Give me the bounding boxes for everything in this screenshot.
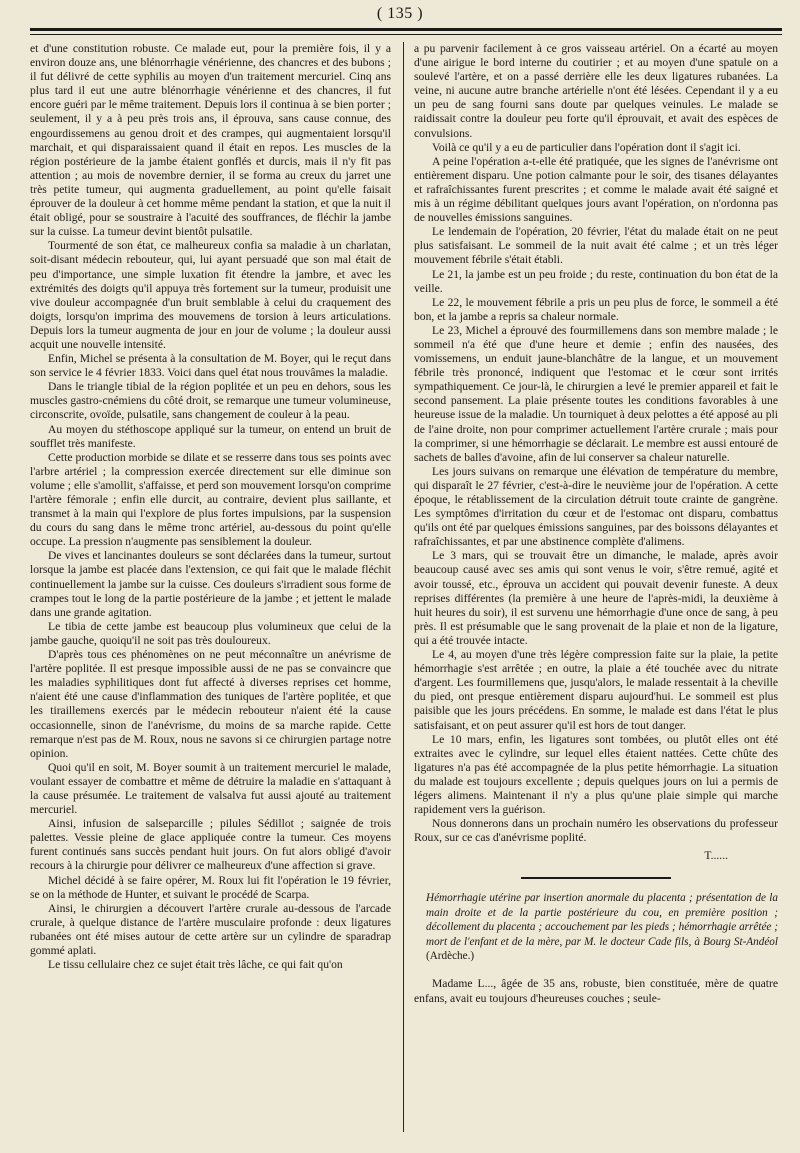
paragraph: Michel décidé à se faire opérer, M. Roux lui fit l'opération le 19 février, se on la méthode de Hunter, et suivant le procédé de Scarpa.	[30, 873, 391, 901]
paragraph: Enfin, Michel se présenta à la consultation de M. Boyer, qui le reçut dans son service le 4 février 1833. Voici dans quel état nous trouvâmes la maladie.	[30, 352, 391, 380]
article-title-place: (Ardèche.)	[426, 950, 475, 963]
header-rule	[30, 28, 782, 31]
paragraph: a pu parvenir facilement à ce gros vaisseau artériel. On a écarté au moyen d'une airigue le bord interne du coutirier ; et au moyen d'une spatule on a soulevé l'artère, et on a passé derrière elle les deux ligatures rubanées. La veine, ni aucune autre branche artérielle n'ont été lésées. Cependant il y a eu un peu de sang fourni sans doute par quelques veinules. Le malade se raidissait contre la douleur peu forte qu'il éprouvait, et avait des espèces de convulsions.	[414, 42, 778, 140]
paragraph: Ainsi, le chirurgien a découvert l'artère crurale au-dessous de l'arcade crurale, à quelque distance de l'artère musculaire profonde : deux ligatures rubanées ont été mises autour de cette artère sur un cylindre de sparadrap gommé aplati.	[30, 901, 391, 957]
paragraph: Les jours suivans on remarque une élévation de température du membre, qui disparaît le 27 février, c'est-à-dire le neuvième jour de l'opération. A cette époque, le rétablissement de la circulation détruit toute crainte de gangrène. Les symptômes d'irritation du cœur et de l'estomac ont disparu, combattus qu'ils ont été par quelques émissions sanguines, par des boissons délayantes et rafraîchissantes, et par une abstinence complète d'alimens.	[414, 464, 778, 549]
article-title	[414, 891, 778, 963]
paragraph: Le 4, au moyen d'une très légère compression faite sur la plaie, la petite hémorrhagie s'est arrêtée ; en outre, la plaie a été touchée avec du nitrate d'argent. Les fourmillemens que, jusqu'alors, le malade ressentait à la cheville du pied, ont presque entièrement disparu aujourd'hui. Le sommeil est plus paisible que les jours précédens. En somme, le malade est dans l'état le plus satisfaisant, et on peut assurer qu'il est hors de tout danger.	[414, 648, 778, 732]
author-signature: T......	[704, 849, 728, 863]
page-number: ( 135 )	[376, 5, 424, 22]
paragraph: Le 23, Michel a éprouvé des fourmillemens dans son membre malade ; le sommeil n'a été que d'une heure et demie ; enfin des nausées, des vomissemens, un enduit jaune-blanchâtre de la langue, et un mouvement fébrile très prononcé, indiquent que l'estomac et le cœur sont irrités sympathiquement. Ce jour-là, le chirurgien a levé le premier appareil et fait le second pansement. La plaie présente toutes les conditions favorables à une heureuse issue de la maladie. Un tourniquet à deux pelottes a été apposé au pli de l'aine droite, non pour comprimer actuellement l'artère crurale ; mais pour la comprimer, si une hémorrhagie se déclarait. Le membre est aussi entouré de sachets de balles d'avoine, afin de lui conserver sa chaleur naturelle.	[414, 323, 778, 464]
paragraph: Dans le triangle tibial de la région poplitée et un peu en dehors, sous les muscles gastro-cnémiens du côté droit, se remarque une tumeur volumineuse, circonscrite, ovoïde, pulsatile, sans changement de couleur à la peau.	[30, 380, 391, 422]
paragraph: Quoi qu'il en soit, M. Boyer soumit à un traitement mercuriel le malade, voulant essayer de combattre et même de détruire la maladie en s'attaquant à la cause présumée. Le traitement de valsalva fut aussi ajouté au traitement mercuriel.	[30, 760, 391, 817]
paragraph: Madame L..., âgée de 35 ans, robuste, bien constituée, mère de quatre enfans, avait eu toujours d'heureuses couches ; seule-	[414, 977, 778, 1005]
paragraph: Le 3 mars, qui se trouvait être un dimanche, le malade, après avoir beaucoup causé avec ses amis qui sont venus le voir, s'être remué, agité et avoir toussé, etc., éprouva un accident qui pouvait devenir funeste. A deux reprises différentes (la première à une heure de l'après-midi, la deuxième à huit heures du soir), il est survenu une hémorrhagie d'une once de sang, à peu près. Il est présumable que le sang provenait de la plaie et non de la ligature, qui a été trouvée intacte.	[414, 549, 778, 647]
paragraph: Le 22, le mouvement fébrile a pris un peu plus de force, le sommeil a été bon, et la jambe a repris sa chaleur normale.	[414, 295, 778, 323]
section-divider	[521, 877, 671, 879]
paragraph: Le lendemain de l'opération, 20 février, l'état du malade était on ne peut plus satisfaisant. Le sommeil de la nuit avait été calme ; et un très léger mouvement fébrile s'était établi.	[414, 225, 778, 267]
paragraph: Le tissu cellulaire chez ce sujet était très lâche, ce qui fait qu'on	[48, 958, 343, 972]
paragraph: Ainsi, infusion de salseparcille ; pilules Sédillot ; saignée de trois palettes. Vessie pleine de glace appliquée contre la tumeur. Ces moyens furent continués sans succès pendant huit jours. On fut alors obligé d'avoir recours à la chirurgie pour délivrer ce malheureux d'une affection si grave.	[30, 817, 391, 873]
column-divider	[403, 42, 404, 1132]
paragraph: Le tibia de cette jambe est beaucoup plus volumineux que celui de la jambe gauche, quoiqu'il ne soit pas très douloureux.	[30, 619, 391, 647]
paragraph: Voilà ce qu'il y a eu de particulier dans l'opération dont il s'agit ici.	[432, 140, 741, 154]
paragraph: A peine l'opération a-t-elle été pratiquée, que les signes de l'anévrisme ont entièrement disparu. Une potion calmante pour le soir, des tisanes délayantes et rafraîchissantes furent prescrites ; et comme le malade avait été saigné et mis à un régime débilitant quelques jours avant l'opération, on n'ordonna pas de nouvelles émissions sanguines.	[414, 154, 778, 225]
paragraph: Nous donnerons dans un prochain numéro les observations du professeur Roux, sur ce cas d'anévrisme poplité.	[414, 817, 778, 845]
paragraph: Cette production morbide se dilate et se resserre dans tous ses points avec l'arbre artériel ; la compression exercée directement sur elle diminue son volume ; elle s'amollit, s'affaisse, et perd son mouvement lorsqu'on comprime l'artère fémorale ; enfin elle durcit, au contraire, devient plus saillante, et transmet à la main qui l'explore de plus fortes impulsions, par la suspension du cours du sang dans le même tronc artériel, au-dessous du point qu'elle occupe. La pression n'augmente pas sensiblement la douleur.	[30, 450, 391, 549]
paragraph: De vives et lancinantes douleurs se sont déclarées dans la tumeur, surtout lorsque la jambe est placée dans l'extension, ce qui fait que le malade fléchit continuellement la jambe sur la cuisse. Ces douleurs s'irradient sous forme de crampes tout le long de la partie postérieure de la jambe ; et jettent le malade dans une grande agitation.	[30, 549, 391, 619]
paragraph: Au moyen du stéthoscope appliqué sur la tumeur, on entend un bruit de soufflet très manifeste.	[30, 422, 391, 450]
paragraph: et d'une constitution robuste. Ce malade eut, pour la première fois, il y a environ douze ans, une blénorrhagie vénérienne, des chancres et des bubons ; il fut délivré de cette syphilis au moyen d'un traitement mercuriel. Cinq ans plus tard il eut une autre blénorrhagie vénérienne et des chancres, il fut encore guéri par le même traitement. Depuis lors il continua à se bien porter ; seulement, il y a à peu près trois ans, il éprouva, sans cause connue, des engourdissemens au genou droit et des crampes, qui augmentaient lorsqu'il marchait, et qui disparaissaient quand il était en repos. Les muscles de la région postérieure de la jambe étaient gonflés et durcis, mais il n'y fit pas attention ; au mois de novembre dernier, il se forma au creux du jarret une très petite tumeur, qui augmenta graduellement, au point qu'elle faisait éprouver de la douleur à cet homme même pendant la station, et que la nuit il était obligé, pour se soustraire à l'acuité des souffrances, de fléchir la jambe sur la cuisse. La tumeur devint bientôt pulsatile.	[30, 42, 391, 239]
right-column	[414, 42, 778, 1142]
paragraph: Le 21, la jambe est un peu froide ; du reste, continuation du bon état de la veille.	[414, 267, 778, 295]
paragraph: Le 10 mars, enfin, les ligatures sont tombées, ou plutôt elles ont été extraites avec le cylindre, sur lequel elles étaient nattées. Cette chûte des ligatures n'a pas été accompagnée de la plus petite hémorrhagie. La situation du malade est toujours excellente ; depuis quelques jours on lui a permis de légers alimens. Maintenant il n'y a plus qu'une plaie simple qui marche rapidement vers la guérison.	[414, 732, 778, 817]
header-rule-thin	[30, 34, 782, 35]
paragraph: D'après tous ces phénomènes on ne peut méconnaître un anévrisme de l'artère poplitée. Il est presque impossible aussi de ne pas se convaincre que les maladies syphilitiques dont fut affecté à diverses reprises cet homme, n'aient été une cause d'inflammation des tuniques de l'artère poplitée, et que les tiraillemens exercés par le médecin rebouteur n'aient été la cause occasionnelle, sinon de l'anévrisme, du moins de sa marche rapide. Cette remarque n'est pas de M. Roux, nous ne savons si ce chirurgien partage notre opinion.	[30, 648, 391, 760]
article-title-text: Hémorrhagie utérine par insertion anormale du placenta ; présentation de la main droite et de la partie postérieure du cou, en première position ; décollement du placenta ; accouchement par les pieds ; hémorrhagie arrêtée ; mort de l'enfant et de la mère, par M. le docteur Cade fils, à Bourg St-Andéol	[426, 892, 778, 948]
left-column	[30, 42, 391, 1142]
paragraph: Tourmenté de son état, ce malheureux confia sa maladie à un charlatan, soit-disant médecin rebouteur, qui, lui ayant persuadé que son mal était de peu d'importance, une simple luxation fit étendre la jambre, et avec les extrémités des doigts qu'il appuya très fortement sur la tumeur, produisit une vive douleur accompagnée d'un bruit semblable à celui du craquement des doigts, lorsqu'on imprima des mouvemens de torsion à leurs articulations. Depuis lors la tumeur augmenta de jour en jour de volume ; la douleur aussi acquit une nouvelle intensité.	[30, 239, 391, 351]
